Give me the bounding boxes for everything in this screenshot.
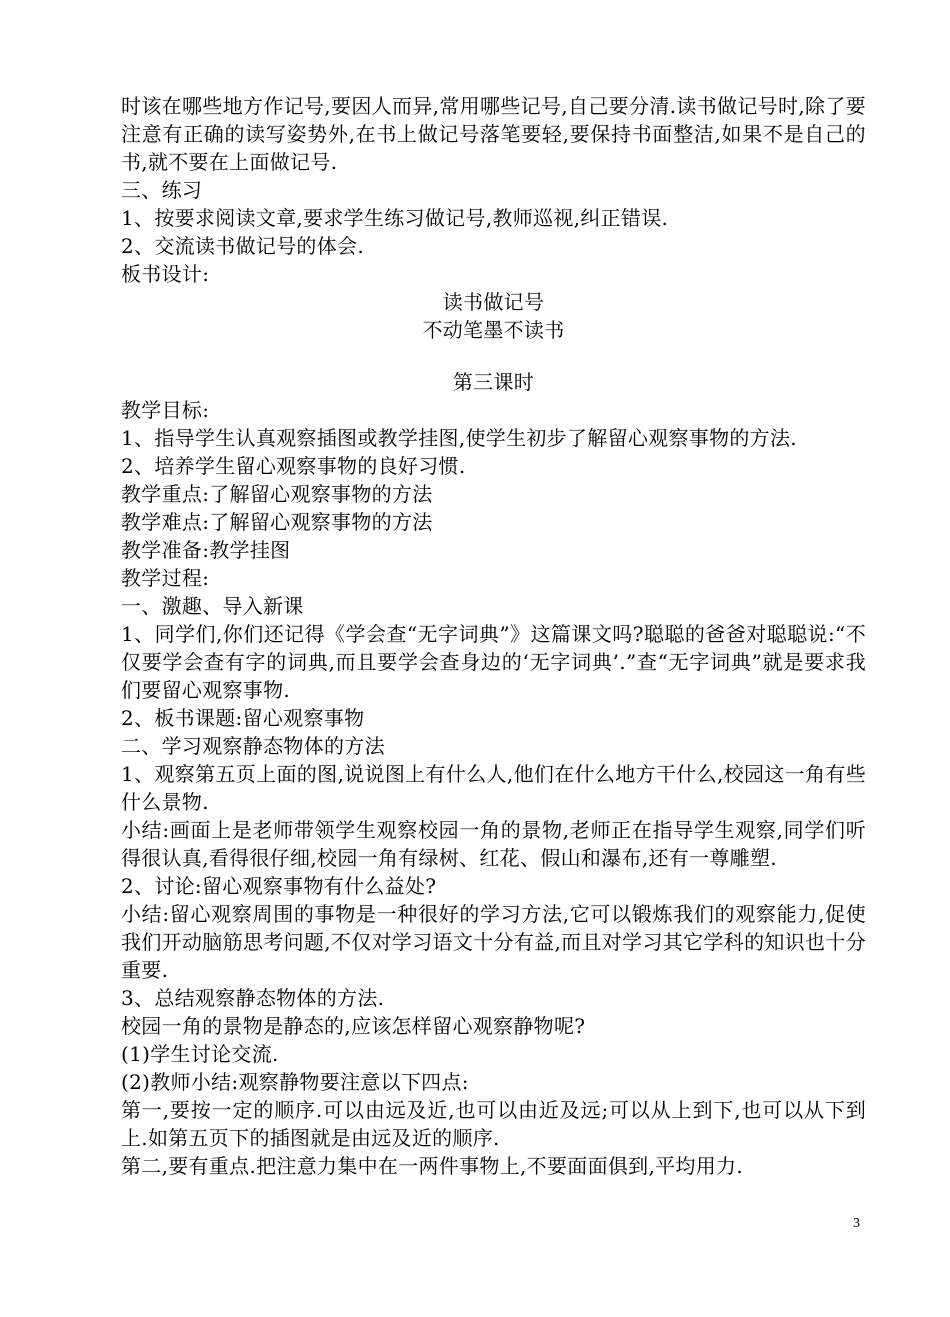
section-heading-practice: 三、练习	[121, 178, 203, 202]
lesson-title: 第三课时	[452, 370, 535, 394]
board-design-line-2: 不动笔墨不读书	[422, 318, 565, 342]
section-2-paragraph-3: 2、讨论:留心观察事物有什么益处?	[121, 874, 437, 898]
section-2-summary-1: 小结:画面上是老师带领学生观察校园一角的景物,老师正在指导学生观察,同学们听得很认真,看得很仔细,校园一角有绿树、红花、假山和瀑布,还有一尊雕塑.	[121, 818, 866, 870]
section-2-point-1: 第一,要按一定的顺序.可以由远及近,也可以由近及远;可以从上到下,也可以从下到上.如第五页下的插图就是由远及近的顺序.	[121, 1098, 866, 1150]
practice-item-2: 2、交流读书做记号的体会.	[121, 234, 364, 258]
preparation: 教学准备:教学挂图	[121, 538, 291, 562]
difficulty: 教学难点:了解留心观察事物的方法	[121, 510, 433, 534]
page-number: 3	[853, 1216, 860, 1231]
section-1-title: 一、激趣、导入新课	[121, 594, 304, 618]
process-label: 教学过程:	[121, 566, 210, 590]
section-2-point-2: 第二,要有重点.把注意力集中在一两件事物上,不要面面俱到,平均用力.	[121, 1154, 743, 1178]
document-body	[121, 92, 866, 1180]
section-1-paragraph-2: 2、板书课题:留心观察事物	[121, 706, 365, 730]
spacer	[121, 344, 866, 368]
section-2-paragraph-8: (2)教师小结:观察静物要注意以下四点:	[121, 1070, 469, 1094]
section-1-paragraph-1: 1、同学们,你们还记得《学会查“无字词典”》这篇课文吗?聪聪的爸爸对聪聪说:“不仅要学会查有字的词典,而且要学会查身边的‘无字词典’.”查“无字词典”就是要求我们要留心观察事物.	[121, 622, 866, 702]
goal-1: 1、指导学生认真观察插图或教学挂图,使学生初步了解留心观察事物的方法.	[121, 426, 797, 450]
section-2-title: 二、学习观察静态物体的方法	[121, 734, 385, 758]
key-point: 教学重点:了解留心观察事物的方法	[121, 482, 433, 506]
board-design-label: 板书设计:	[121, 262, 210, 286]
section-2-paragraph-7: (1)学生讨论交流.	[121, 1042, 279, 1066]
section-2-paragraph-5: 3、总结观察静态物体的方法.	[121, 986, 385, 1010]
practice-item-1: 1、按要求阅读文章,要求学生练习做记号,教师巡视,纠正错误.	[121, 206, 669, 230]
section-2-paragraph-6: 校园一角的景物是静态的,应该怎样留心观察静物呢?	[121, 1014, 586, 1038]
goals-label: 教学目标:	[121, 398, 210, 422]
section-2-paragraph-1: 1、观察第五页上面的图,说说图上有什么人,他们在什么地方干什么,校园这一角有些什么景物.	[121, 762, 866, 814]
board-design-line-1: 读书做记号	[442, 290, 545, 314]
goal-2: 2、培养学生留心观察事物的良好习惯.	[121, 454, 466, 478]
section-2-summary-2: 小结:留心观察周围的事物是一种很好的学习方法,它可以锻炼我们的观察能力,促使我们开动脑筋思考问题,不仅对学习语文十分有益,而且对学习其它学科的知识也十分重要.	[121, 902, 866, 982]
paragraph-reading-marks: 时该在哪些地方作记号,要因人而异,常用哪些记号,自己要分清.读书做记号时,除了要注意有正确的读写姿势外,在书上做记号落笔要轻,要保持书面整洁,如果不是自己的书,就不要在上面做记号.	[121, 94, 866, 174]
